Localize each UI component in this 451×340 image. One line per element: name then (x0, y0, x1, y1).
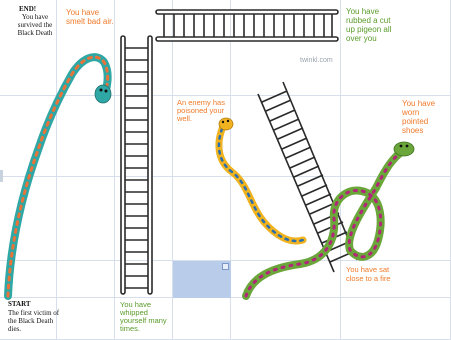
end-title: END! (19, 5, 37, 13)
enemy-poison-text: An enemy has poisoned your well. (177, 98, 225, 123)
start-title: START (8, 300, 31, 308)
rubbed-pigeon-text: You have rubbed a cut up pigeon all over you (346, 7, 392, 43)
pointed-shoes-text: You have worn pointed shoes (402, 99, 436, 135)
ladder-vertical (121, 36, 152, 294)
whipped-text: You have whipped yourself many times. (120, 300, 167, 333)
smelt-bad-air-text: You have smelt bad air. (66, 8, 114, 26)
watermark-text: twinkl.com (300, 57, 333, 64)
snake-teal (8, 57, 111, 296)
sat-by-fire-text: You have sat close to a fire (346, 265, 391, 283)
end-body: You have survived the Black Death (17, 13, 53, 37)
ladder-diagonal (258, 82, 357, 272)
start-body: The first victim of the Black Death dies. (8, 309, 60, 333)
snake-yellow (219, 118, 303, 241)
ladder-top (156, 10, 338, 41)
